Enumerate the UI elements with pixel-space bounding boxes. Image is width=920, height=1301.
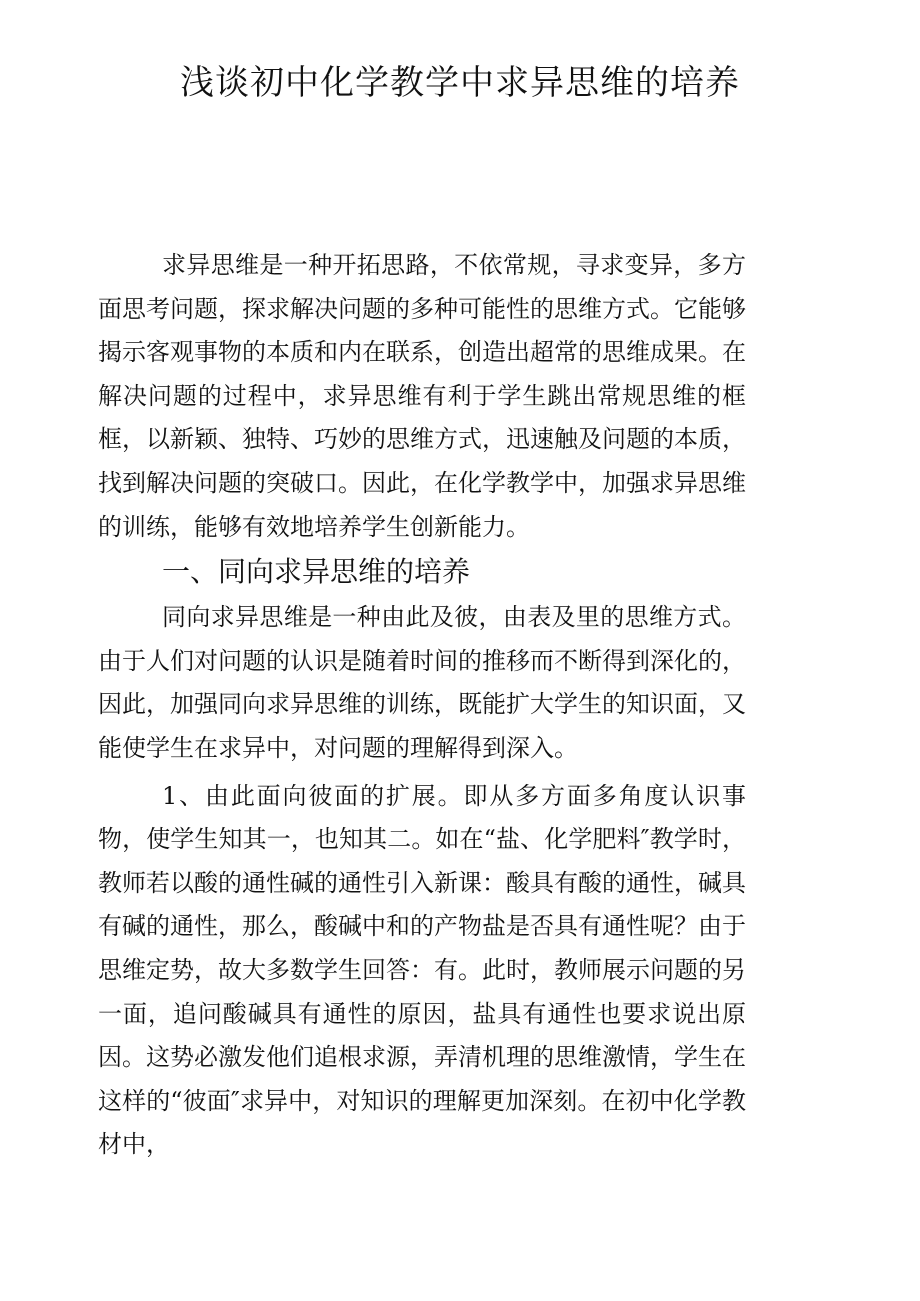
intro-paragraph: 求异思维是一种开拓思路，不依常规，寻求变异，多方面思考问题，探求解决问题的多种可能性的思维方式。它能够揭示客观事物的本质和内在联系，创造出超常的思维成果。在解决问题的过程中，求异思维有利于学生跳出常规思维的框框，以新颖、独特、巧妙的思维方式，迅速触及问题的本质，找到解决问题的突破口。因此，在化学教学中，加强求异思维的训练，能够有效地培养学生创新能力。 — [98, 251, 746, 541]
section-1-paragraph: 同向求异思维是一种由此及彼，由表及里的思维方式。由于人们对问题的认识是随着时间的推移而不断得到深化的，因此，加强同向求异思维的训练，既能扩大学生的知识面，又能使学生在求异中，对问题的理解得到深入。 — [98, 603, 746, 762]
document-title: 浅谈初中化学教学中求异思维的培养 — [180, 63, 740, 103]
document-body — [98, 244, 746, 1167]
section-1-item-1: 1、由此面向彼面的扩展。即从多方面多角度认识事物，使学生知其一，也知其二。如在“盐、化学肥料″教学时，教师若以酸的通性碱的通性引入新课：酸具有酸的通性，碱具有碱的通性，那么，酸碱中和的产物盐是否具有通性呢？由于思维定势，故大多数学生回答：有。此时，教师展示问题的另一面，追问酸碱具有通性的原因，盐具有通性也要求说出原因。这势必激发他们追根求源，弄清机理的思维激情，学生在这样的“彼面″求异中，对知识的理解更加深刻。在初中化学教材中， — [98, 781, 746, 1159]
section-heading-1: 一、同向求异思维的培养 — [162, 555, 471, 589]
